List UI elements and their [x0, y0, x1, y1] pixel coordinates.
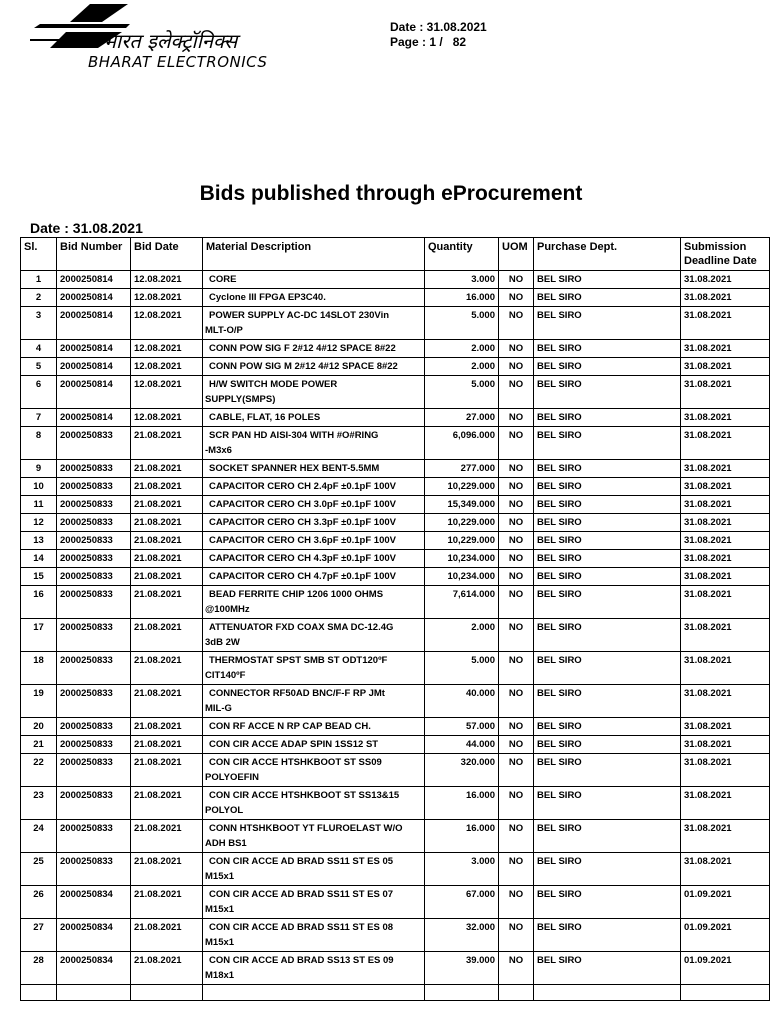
cell-bid-number: 2000250833: [57, 685, 131, 718]
cell-material-description-cont: CIT140ºF: [205, 670, 246, 681]
cell-empty: [57, 985, 131, 1001]
cell-bid-number: 2000250833: [57, 718, 131, 736]
cell-purchase-dept: BEL SIRO: [534, 532, 681, 550]
table-row: [21, 652, 770, 685]
table-row: [21, 340, 770, 358]
logo-english-text: BHARAT ELECTRONICS: [88, 53, 268, 70]
table-row: [21, 427, 770, 460]
cell-bid-date: 21.08.2021: [131, 496, 203, 514]
cell-sl: 11: [21, 496, 57, 514]
table-row: [21, 409, 770, 427]
cell-bid-number: 2000250833: [57, 586, 131, 619]
table-row: [21, 376, 770, 409]
cell-bid-number: 2000250814: [57, 289, 131, 307]
cell-bid-date: 21.08.2021: [131, 478, 203, 496]
cell-empty: [499, 985, 534, 1001]
table-row: [21, 886, 770, 919]
cell-material-description: POWER SUPPLY AC-DC 14SLOT 230Vin MLT-O/P: [203, 307, 425, 340]
cell-material-description: SCR PAN HD AISI-304 WITH #O#RING -M3x6: [203, 427, 425, 460]
cell-bid-number: 2000250814: [57, 376, 131, 409]
cell-submission-deadline: 31.08.2021: [681, 340, 770, 358]
table-row: [21, 496, 770, 514]
cell-quantity: 16.000: [425, 787, 499, 820]
cell-quantity: 39.000: [425, 952, 499, 985]
cell-sl: 24: [21, 820, 57, 853]
cell-quantity: 27.000: [425, 409, 499, 427]
cell-material-description-cont: M15x1: [205, 871, 235, 882]
cell-submission-deadline: 31.08.2021: [681, 358, 770, 376]
cell-uom: NO: [499, 409, 534, 427]
table-row: [21, 307, 770, 340]
cell-material-description: CORE: [203, 271, 425, 289]
cell-bid-number: 2000250833: [57, 514, 131, 532]
table-row: [21, 358, 770, 376]
cell-material-description-cont: ADH BS1: [205, 838, 247, 849]
cell-material-description: CAPACITOR CERO CH 3.0pF ±0.1pF 100V: [203, 496, 425, 514]
cell-purchase-dept: BEL SIRO: [534, 307, 681, 340]
cell-material-description: BEAD FERRITE CHIP 1206 1000 OHMS @100MHz: [203, 586, 425, 619]
cell-purchase-dept: BEL SIRO: [534, 289, 681, 307]
cell-bid-number: 2000250834: [57, 919, 131, 952]
col-header-bid-number: Bid Number: [57, 238, 131, 271]
cell-material-description: CONN POW SIG M 2#12 4#12 SPACE 8#22: [203, 358, 425, 376]
cell-submission-deadline: 31.08.2021: [681, 718, 770, 736]
cell-quantity: 5.000: [425, 307, 499, 340]
cell-material-description: CABLE, FLAT, 16 POLES: [203, 409, 425, 427]
cell-bid-number: 2000250833: [57, 736, 131, 754]
header-page: Page : 1 / 82: [390, 35, 467, 49]
cell-uom: NO: [499, 514, 534, 532]
cell-material-description: CON CIR ACCE HTSHKBOOT ST SS09 POLYOEFIN: [203, 754, 425, 787]
cell-bid-number: 2000250833: [57, 427, 131, 460]
cell-quantity: 3.000: [425, 271, 499, 289]
cell-purchase-dept: BEL SIRO: [534, 496, 681, 514]
table-row: [21, 736, 770, 754]
cell-bid-date: 12.08.2021: [131, 289, 203, 307]
cell-material-description-cont: M15x1: [205, 904, 235, 915]
table-row: [21, 568, 770, 586]
cell-sl: 21: [21, 736, 57, 754]
bids-table: [20, 237, 770, 1001]
cell-bid-date: 21.08.2021: [131, 853, 203, 886]
cell-bid-date: 21.08.2021: [131, 427, 203, 460]
cell-uom: NO: [499, 652, 534, 685]
cell-uom: NO: [499, 460, 534, 478]
cell-submission-deadline: 01.09.2021: [681, 886, 770, 919]
bharat-electronics-logo: [30, 4, 340, 70]
cell-bid-date: 21.08.2021: [131, 652, 203, 685]
cell-bid-number: 2000250814: [57, 340, 131, 358]
cell-quantity: 10,229.000: [425, 514, 499, 532]
cell-uom: NO: [499, 496, 534, 514]
cell-bid-date: 12.08.2021: [131, 358, 203, 376]
cell-submission-deadline: 31.08.2021: [681, 568, 770, 586]
cell-material-description-cont: M15x1: [205, 937, 235, 948]
cell-purchase-dept: BEL SIRO: [534, 460, 681, 478]
cell-bid-number: 2000250833: [57, 754, 131, 787]
cell-sl: 26: [21, 886, 57, 919]
cell-material-description-cont: M18x1: [205, 970, 235, 981]
cell-submission-deadline: 31.08.2021: [681, 586, 770, 619]
cell-material-description: CAPACITOR CERO CH 4.7pF ±0.1pF 100V: [203, 568, 425, 586]
cell-submission-deadline: 31.08.2021: [681, 619, 770, 652]
logo-hindi-text: भारत इलेक्ट्रॉनिक्स: [102, 29, 238, 53]
cell-uom: NO: [499, 820, 534, 853]
cell-submission-deadline: 31.08.2021: [681, 853, 770, 886]
cell-empty: [425, 985, 499, 1001]
cell-bid-date: 21.08.2021: [131, 619, 203, 652]
cell-material-description: Cyclone III FPGA EP3C40.: [203, 289, 425, 307]
cell-purchase-dept: BEL SIRO: [534, 853, 681, 886]
cell-material-description: CONN POW SIG F 2#12 4#12 SPACE 8#22: [203, 340, 425, 358]
cell-purchase-dept: BEL SIRO: [534, 754, 681, 787]
cell-material-description-cont: MIL-G: [205, 703, 232, 714]
cell-sl: 17: [21, 619, 57, 652]
cell-uom: NO: [499, 271, 534, 289]
cell-uom: NO: [499, 532, 534, 550]
cell-quantity: 6,096.000: [425, 427, 499, 460]
cell-purchase-dept: BEL SIRO: [534, 514, 681, 532]
cell-quantity: 10,234.000: [425, 550, 499, 568]
cell-uom: NO: [499, 886, 534, 919]
cell-uom: NO: [499, 685, 534, 718]
table-row: [21, 586, 770, 619]
cell-bid-number: 2000250833: [57, 550, 131, 568]
cell-uom: NO: [499, 586, 534, 619]
cell-bid-number: 2000250833: [57, 619, 131, 652]
cell-bid-number: 2000250833: [57, 652, 131, 685]
cell-bid-number: 2000250814: [57, 358, 131, 376]
cell-material-description: CON CIR ACCE AD BRAD SS11 ST ES 07 M15x1: [203, 886, 425, 919]
cell-uom: NO: [499, 340, 534, 358]
cell-material-description-cont: @100MHz: [205, 604, 250, 615]
cell-sl: 1: [21, 271, 57, 289]
col-header-material-description: Material Description: [203, 238, 425, 271]
cell-purchase-dept: BEL SIRO: [534, 736, 681, 754]
table-row: [21, 787, 770, 820]
page-header-info: [390, 20, 487, 50]
cell-sl: 28: [21, 952, 57, 985]
cell-bid-number: 2000250814: [57, 409, 131, 427]
table-row-empty: [21, 985, 770, 1001]
cell-sl: 22: [21, 754, 57, 787]
cell-quantity: 40.000: [425, 685, 499, 718]
cell-uom: NO: [499, 754, 534, 787]
cell-bid-date: 21.08.2021: [131, 550, 203, 568]
cell-purchase-dept: BEL SIRO: [534, 787, 681, 820]
table-row: [21, 619, 770, 652]
cell-sl: 7: [21, 409, 57, 427]
cell-bid-date: 12.08.2021: [131, 271, 203, 289]
cell-material-description-cont: MLT-O/P: [205, 325, 243, 336]
cell-uom: NO: [499, 718, 534, 736]
cell-material-description: CAPACITOR CERO CH 3.6pF ±0.1pF 100V: [203, 532, 425, 550]
table-row: [21, 952, 770, 985]
col-header-quantity: Quantity: [425, 238, 499, 271]
cell-submission-deadline: 31.08.2021: [681, 427, 770, 460]
col-header-purchase-dept: Purchase Dept.: [534, 238, 681, 271]
cell-bid-number: 2000250833: [57, 787, 131, 820]
cell-uom: NO: [499, 289, 534, 307]
cell-material-description-cont: 3dB 2W: [205, 637, 240, 648]
cell-sl: 2: [21, 289, 57, 307]
cell-purchase-dept: BEL SIRO: [534, 550, 681, 568]
cell-quantity: 320.000: [425, 754, 499, 787]
cell-sl: 5: [21, 358, 57, 376]
table-row: [21, 853, 770, 886]
cell-quantity: 5.000: [425, 376, 499, 409]
cell-bid-number: 2000250833: [57, 460, 131, 478]
cell-quantity: 2.000: [425, 619, 499, 652]
cell-submission-deadline: 01.09.2021: [681, 919, 770, 952]
cell-uom: NO: [499, 568, 534, 586]
cell-bid-number: 2000250834: [57, 886, 131, 919]
cell-material-description: CON CIR ACCE AD BRAD SS11 ST ES 05 M15x1: [203, 853, 425, 886]
table-row: [21, 820, 770, 853]
table-row: [21, 685, 770, 718]
col-header-submission-deadline: Submission Deadline Date: [681, 238, 770, 271]
cell-purchase-dept: BEL SIRO: [534, 886, 681, 919]
cell-submission-deadline: 31.08.2021: [681, 271, 770, 289]
cell-sl: 4: [21, 340, 57, 358]
cell-quantity: 10,234.000: [425, 568, 499, 586]
table-row: [21, 460, 770, 478]
cell-submission-deadline: 31.08.2021: [681, 307, 770, 340]
cell-submission-deadline: 31.08.2021: [681, 460, 770, 478]
cell-bid-date: 21.08.2021: [131, 568, 203, 586]
cell-quantity: 5.000: [425, 652, 499, 685]
cell-bid-date: 21.08.2021: [131, 886, 203, 919]
cell-bid-number: 2000250814: [57, 307, 131, 340]
table-row: [21, 514, 770, 532]
cell-sl: 14: [21, 550, 57, 568]
col-header-uom: UOM: [499, 238, 534, 271]
cell-bid-date: 12.08.2021: [131, 376, 203, 409]
cell-sl: 16: [21, 586, 57, 619]
cell-submission-deadline: 31.08.2021: [681, 736, 770, 754]
cell-material-description: CON CIR ACCE ADAP SPIN 1SS12 ST: [203, 736, 425, 754]
cell-bid-date: 21.08.2021: [131, 736, 203, 754]
cell-bid-number: 2000250833: [57, 478, 131, 496]
cell-sl: 20: [21, 718, 57, 736]
cell-sl: 3: [21, 307, 57, 340]
cell-purchase-dept: BEL SIRO: [534, 820, 681, 853]
cell-submission-deadline: 31.08.2021: [681, 514, 770, 532]
cell-purchase-dept: BEL SIRO: [534, 619, 681, 652]
cell-purchase-dept: BEL SIRO: [534, 340, 681, 358]
cell-bid-date: 21.08.2021: [131, 514, 203, 532]
cell-purchase-dept: BEL SIRO: [534, 586, 681, 619]
cell-bid-number: 2000250833: [57, 532, 131, 550]
table-row: [21, 754, 770, 787]
report-date: Date : 31.08.2021: [30, 220, 143, 236]
cell-submission-deadline: 31.08.2021: [681, 652, 770, 685]
cell-bid-number: 2000250834: [57, 952, 131, 985]
cell-purchase-dept: BEL SIRO: [534, 271, 681, 289]
cell-purchase-dept: BEL SIRO: [534, 427, 681, 460]
cell-uom: NO: [499, 952, 534, 985]
cell-sl: 27: [21, 919, 57, 952]
cell-bid-date: 21.08.2021: [131, 718, 203, 736]
cell-purchase-dept: BEL SIRO: [534, 568, 681, 586]
table-row: [21, 289, 770, 307]
cell-sl: 12: [21, 514, 57, 532]
cell-uom: NO: [499, 376, 534, 409]
cell-quantity: 10,229.000: [425, 532, 499, 550]
cell-submission-deadline: 31.08.2021: [681, 409, 770, 427]
cell-bid-date: 21.08.2021: [131, 787, 203, 820]
cell-quantity: 57.000: [425, 718, 499, 736]
table-row: [21, 718, 770, 736]
cell-uom: NO: [499, 427, 534, 460]
cell-submission-deadline: 31.08.2021: [681, 532, 770, 550]
cell-sl: 10: [21, 478, 57, 496]
cell-quantity: 44.000: [425, 736, 499, 754]
cell-bid-date: 12.08.2021: [131, 409, 203, 427]
cell-submission-deadline: 31.08.2021: [681, 478, 770, 496]
cell-bid-date: 12.08.2021: [131, 307, 203, 340]
cell-material-description: CONNECTOR RF50AD BNC/F-F RP JMt MIL-G: [203, 685, 425, 718]
cell-bid-date: 21.08.2021: [131, 685, 203, 718]
cell-sl: 9: [21, 460, 57, 478]
cell-material-description: CON RF ACCE N RP CAP BEAD CH.: [203, 718, 425, 736]
table-row: [21, 532, 770, 550]
cell-quantity: 10,229.000: [425, 478, 499, 496]
cell-material-description: CON CIR ACCE HTSHKBOOT ST SS13&15 POLYOL: [203, 787, 425, 820]
cell-quantity: 16.000: [425, 289, 499, 307]
cell-uom: NO: [499, 619, 534, 652]
cell-material-description: H/W SWITCH MODE POWER SUPPLY(SMPS): [203, 376, 425, 409]
page-title: Bids published through eProcurement: [199, 182, 583, 205]
cell-bid-date: 21.08.2021: [131, 919, 203, 952]
cell-material-description-cont: POLYOL: [205, 805, 244, 816]
cell-uom: NO: [499, 736, 534, 754]
cell-uom: NO: [499, 919, 534, 952]
cell-bid-date: 21.08.2021: [131, 952, 203, 985]
cell-quantity: 277.000: [425, 460, 499, 478]
cell-bid-number: 2000250833: [57, 568, 131, 586]
cell-empty: [21, 985, 57, 1001]
cell-submission-deadline: 31.08.2021: [681, 787, 770, 820]
cell-empty: [203, 985, 425, 1001]
cell-material-description: CAPACITOR CERO CH 2.4pF ±0.1pF 100V: [203, 478, 425, 496]
cell-material-description: THERMOSTAT SPST SMB ST ODT120ºF CIT140ºF: [203, 652, 425, 685]
cell-uom: NO: [499, 358, 534, 376]
header-date: Date : 31.08.2021: [390, 20, 487, 34]
cell-quantity: 67.000: [425, 886, 499, 919]
cell-sl: 23: [21, 787, 57, 820]
cell-submission-deadline: 31.08.2021: [681, 289, 770, 307]
cell-material-description: SOCKET SPANNER HEX BENT-5.5MM: [203, 460, 425, 478]
cell-empty: [131, 985, 203, 1001]
cell-submission-deadline: 31.08.2021: [681, 754, 770, 787]
cell-sl: 13: [21, 532, 57, 550]
cell-purchase-dept: BEL SIRO: [534, 478, 681, 496]
cell-bid-date: 12.08.2021: [131, 340, 203, 358]
cell-sl: 25: [21, 853, 57, 886]
cell-submission-deadline: 31.08.2021: [681, 820, 770, 853]
cell-material-description-cont: SUPPLY(SMPS): [205, 394, 276, 405]
cell-purchase-dept: BEL SIRO: [534, 718, 681, 736]
cell-material-description: CON CIR ACCE AD BRAD SS11 ST ES 08 M15x1: [203, 919, 425, 952]
cell-bid-date: 21.08.2021: [131, 586, 203, 619]
cell-submission-deadline: 01.09.2021: [681, 952, 770, 985]
cell-material-description: CAPACITOR CERO CH 3.3pF ±0.1pF 100V: [203, 514, 425, 532]
cell-uom: NO: [499, 307, 534, 340]
cell-bid-date: 21.08.2021: [131, 532, 203, 550]
cell-submission-deadline: 31.08.2021: [681, 685, 770, 718]
cell-purchase-dept: BEL SIRO: [534, 652, 681, 685]
table-row: [21, 919, 770, 952]
cell-purchase-dept: BEL SIRO: [534, 952, 681, 985]
cell-quantity: 15,349.000: [425, 496, 499, 514]
cell-empty: [681, 985, 770, 1001]
cell-submission-deadline: 31.08.2021: [681, 496, 770, 514]
table-header-row: [21, 238, 770, 271]
cell-uom: NO: [499, 787, 534, 820]
cell-purchase-dept: BEL SIRO: [534, 376, 681, 409]
cell-quantity: 2.000: [425, 340, 499, 358]
cell-material-description: CAPACITOR CERO CH 4.3pF ±0.1pF 100V: [203, 550, 425, 568]
cell-submission-deadline: 31.08.2021: [681, 376, 770, 409]
cell-uom: NO: [499, 478, 534, 496]
cell-quantity: 3.000: [425, 853, 499, 886]
table-row: [21, 550, 770, 568]
cell-material-description: CONN HTSHKBOOT YT FLUROELAST W/O ADH BS1: [203, 820, 425, 853]
cell-sl: 19: [21, 685, 57, 718]
cell-quantity: 2.000: [425, 358, 499, 376]
cell-bid-number: 2000250814: [57, 271, 131, 289]
cell-sl: 15: [21, 568, 57, 586]
cell-uom: NO: [499, 550, 534, 568]
cell-purchase-dept: BEL SIRO: [534, 685, 681, 718]
table-row: [21, 271, 770, 289]
cell-submission-deadline: 31.08.2021: [681, 550, 770, 568]
cell-uom: NO: [499, 853, 534, 886]
cell-bid-date: 21.08.2021: [131, 820, 203, 853]
cell-sl: 8: [21, 427, 57, 460]
cell-purchase-dept: BEL SIRO: [534, 358, 681, 376]
cell-quantity: 7,614.000: [425, 586, 499, 619]
cell-bid-number: 2000250833: [57, 820, 131, 853]
col-header-sl: Sl.: [21, 238, 57, 271]
cell-bid-number: 2000250833: [57, 496, 131, 514]
cell-bid-date: 21.08.2021: [131, 754, 203, 787]
col-header-bid-date: Bid Date: [131, 238, 203, 271]
table-row: [21, 478, 770, 496]
cell-bid-date: 21.08.2021: [131, 460, 203, 478]
cell-material-description: ATTENUATOR FXD COAX SMA DC-12.4G 3dB 2W: [203, 619, 425, 652]
cell-material-description: CON CIR ACCE AD BRAD SS13 ST ES 09 M18x1: [203, 952, 425, 985]
cell-purchase-dept: BEL SIRO: [534, 919, 681, 952]
cell-quantity: 32.000: [425, 919, 499, 952]
cell-purchase-dept: BEL SIRO: [534, 409, 681, 427]
cell-material-description-cont: POLYOEFIN: [205, 772, 260, 783]
cell-empty: [534, 985, 681, 1001]
cell-quantity: 16.000: [425, 820, 499, 853]
cell-bid-number: 2000250833: [57, 853, 131, 886]
cell-sl: 18: [21, 652, 57, 685]
cell-sl: 6: [21, 376, 57, 409]
cell-material-description-cont: -M3x6: [205, 445, 232, 456]
